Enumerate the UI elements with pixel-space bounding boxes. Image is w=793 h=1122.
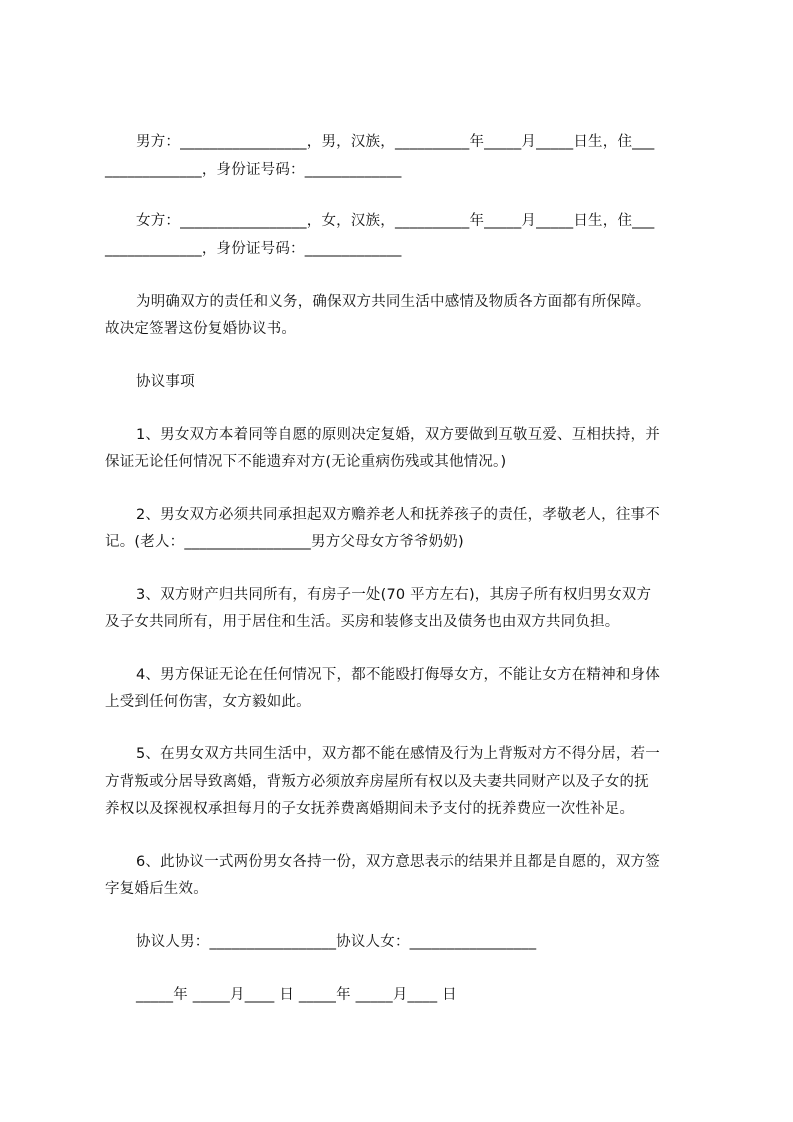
clause-5-line-2: 方背叛或分居导致离婚，背叛方必须放弃房屋所有权以及夫妻共同财产以及子女的抚 xyxy=(105,774,649,790)
clause-4-line-2: 上受到任何伤害，女方毅如此。 xyxy=(105,694,311,710)
date-line: _____年 _____月____ 日 _____年 _____月____ 日 xyxy=(136,987,457,1003)
clause-4-line-1: 4、男方保证无论在任何情况下，都不能殴打侮辱女方，不能让女方在精神和身体 xyxy=(136,667,660,683)
section-title: 协议事项 xyxy=(136,374,195,390)
male-party-line-2: _____________，身份证号码：_____________ xyxy=(105,162,402,178)
clause-6-line-2: 字复婚后生效。 xyxy=(105,881,208,897)
preamble-line-1: 为明确双方的责任和义务，确保双方共同生活中感情及物质各方面都有所保障。 xyxy=(136,294,651,310)
clause-3-line-2: 及子女共同所有，用于居住和生活。买房和装修支出及债务也由双方共同负担。 xyxy=(105,614,620,630)
clause-6-line-1: 6、此协议一式两份男女各持一份，双方意思表示的结果并且都是自愿的，双方签 xyxy=(136,854,660,870)
male-party-line-1: 男方：_________________，男，汉族，__________年_____月_____日生，住___ xyxy=(136,134,655,150)
clause-3-line-1: 3、双方财产归共同所有，有房子一处(70 平方左右)，其房子所有权归男女双方 xyxy=(136,587,652,603)
signature-line: 协议人男：_________________协议人女：_________________ xyxy=(136,934,537,950)
clause-1-line-2: 保证无论任何情况下不能遗弃对方(无论重病伤残或其他情况。) xyxy=(105,454,507,470)
clause-5-line-1: 5、在男女双方共同生活中，双方都不能在感情及行为上背叛对方不得分居，若一 xyxy=(136,746,660,762)
clause-2-line-1: 2、男女双方必须共同承担起双方赡养老人和抚养孩子的责任，孝敬老人，往事不 xyxy=(136,507,660,523)
female-party-line-1: 女方：_________________，女，汉族，__________年_____月_____日生，住___ xyxy=(136,213,655,229)
clause-5-line-3: 养权以及探视权承担每月的子女抚养费离婚期间未予支付的抚养费应一次性补足。 xyxy=(105,801,635,817)
clause-2-line-2: 记。(老人：_________________男方父母女方爷爷奶奶) xyxy=(105,534,464,550)
female-party-line-2: _____________，身份证号码：_____________ xyxy=(105,241,402,257)
preamble-line-2: 故决定签署这份复婚协议书。 xyxy=(105,321,297,337)
clause-1-line-1: 1、男女双方本着同等自愿的原则决定复婚，双方要做到互敬互爱、互相扶持，并 xyxy=(136,427,660,443)
